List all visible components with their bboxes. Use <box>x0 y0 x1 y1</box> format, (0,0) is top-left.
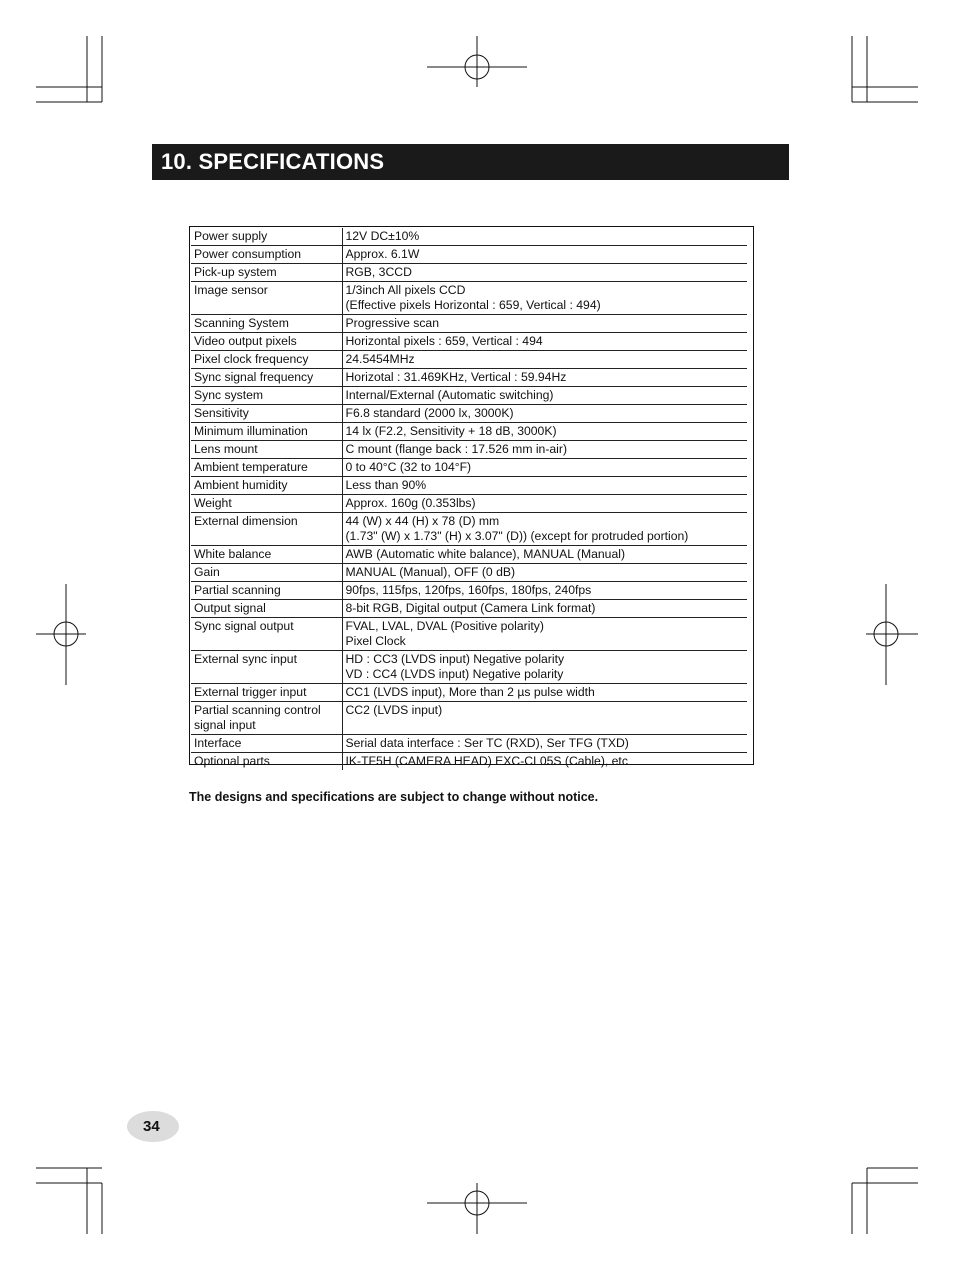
spec-row <box>191 546 747 564</box>
spec-label: Pick-up system <box>191 264 342 282</box>
spec-value <box>342 564 747 582</box>
spec-value <box>342 369 747 387</box>
spec-label: Scanning System <box>191 315 342 333</box>
spec-row <box>191 735 747 753</box>
spec-value-line: RGB, 3CCD <box>345 265 412 279</box>
spec-value <box>342 600 747 618</box>
spec-value-line: 12V DC±10% <box>345 229 420 243</box>
spec-row <box>191 264 747 282</box>
spec-row <box>191 315 747 333</box>
spec-value-line: VD : CC4 (LVDS input) Negative polarity <box>345 667 564 681</box>
spec-label: Video output pixels <box>191 333 342 351</box>
spec-row <box>191 228 747 246</box>
spec-row <box>191 702 747 735</box>
disclaimer-note: The designs and specifications are subject to change without notice. <box>189 790 599 804</box>
spec-value-line: 44 (W) x 44 (H) x 78 (D) mm <box>345 514 500 528</box>
spec-label: Minimum illumination <box>191 423 342 441</box>
spec-value <box>342 735 747 753</box>
spec-row <box>191 246 747 264</box>
spec-value-line: MANUAL (Manual), OFF (0 dB) <box>345 565 516 579</box>
spec-value <box>342 282 747 315</box>
spec-value-line: Serial data interface : Ser TC (RXD), Ser TFG (TXD) <box>345 736 629 750</box>
spec-label: Sync system <box>191 387 342 405</box>
spec-row <box>191 495 747 513</box>
spec-row <box>191 684 747 702</box>
spec-row <box>191 387 747 405</box>
spec-table <box>191 228 747 770</box>
spec-value-line: Horizontal pixels : 659, Vertical : 494 <box>345 334 543 348</box>
spec-table-body <box>191 228 747 770</box>
spec-value-line: 24.5454MHz <box>345 352 415 366</box>
registration-target-top <box>427 36 527 87</box>
spec-row <box>191 405 747 423</box>
registration-target-left <box>36 584 86 685</box>
spec-value <box>342 333 747 351</box>
spec-row <box>191 618 747 651</box>
spec-value-line: IK-TF5H (CAMERA HEAD) EXC-CL05S (Cable), etc <box>345 754 628 768</box>
spec-value <box>342 264 747 282</box>
spec-value-line: HD : CC3 (LVDS input) Negative polarity <box>345 652 565 666</box>
spec-value <box>342 702 747 735</box>
spec-label: Sync signal output <box>191 618 342 651</box>
spec-value-line: CC1 (LVDS input), More than 2 µs pulse width <box>345 685 595 699</box>
spec-value <box>342 618 747 651</box>
spec-value-line: (1.73" (W) x 1.73" (H) x 3.07" (D)) (except for protruded portion) <box>345 529 689 543</box>
spec-label: External trigger input <box>191 684 342 702</box>
spec-value-line: 1/3inch All pixels CCD <box>345 283 466 297</box>
spec-value-line: Approx. 160g (0.353lbs) <box>345 496 476 510</box>
spec-label: Ambient humidity <box>191 477 342 495</box>
spec-value <box>342 546 747 564</box>
spec-label: Weight <box>191 495 342 513</box>
spec-label: Partial scanning <box>191 582 342 600</box>
spec-label: Sync signal frequency <box>191 369 342 387</box>
spec-row <box>191 351 747 369</box>
spec-label: Partial scanning control signal input <box>191 702 342 735</box>
spec-value <box>342 228 747 246</box>
spec-value-line: Less than 90% <box>345 478 427 492</box>
spec-value-line: Approx. 6.1W <box>345 247 420 261</box>
spec-value <box>342 651 747 684</box>
spec-row <box>191 564 747 582</box>
spec-row <box>191 600 747 618</box>
registration-target-right <box>866 584 918 685</box>
spec-value <box>342 582 747 600</box>
spec-value <box>342 477 747 495</box>
spec-label: Sensitivity <box>191 405 342 423</box>
spec-label: Power supply <box>191 228 342 246</box>
registration-target-bottom <box>427 1183 527 1234</box>
spec-value <box>342 684 747 702</box>
spec-row <box>191 513 747 546</box>
spec-label: Lens mount <box>191 441 342 459</box>
spec-value-line: Pixel Clock <box>345 634 406 648</box>
spec-row <box>191 423 747 441</box>
spec-value <box>342 441 747 459</box>
spec-value-line: 14 lx (F2.2, Sensitivity + 18 dB, 3000K) <box>345 424 557 438</box>
section-title-bar <box>152 144 789 180</box>
spec-label: Ambient temperature <box>191 459 342 477</box>
spec-row <box>191 441 747 459</box>
spec-value-line: 8-bit RGB, Digital output (Camera Link format) <box>345 601 596 615</box>
spec-row <box>191 369 747 387</box>
spec-value <box>342 459 747 477</box>
spec-label: Optional parts <box>191 753 342 771</box>
spec-label: Gain <box>191 564 342 582</box>
spec-value-line: AWB (Automatic white balance), MANUAL (Manual) <box>345 547 626 561</box>
spec-label: Interface <box>191 735 342 753</box>
spec-label: Image sensor <box>191 282 342 315</box>
spec-label: White balance <box>191 546 342 564</box>
spec-value <box>342 405 747 423</box>
spec-row <box>191 282 747 315</box>
spec-value-line: Progressive scan <box>345 316 439 330</box>
spec-label: Power consumption <box>191 246 342 264</box>
spec-value-line: CC2 (LVDS input) <box>345 703 443 717</box>
spec-row <box>191 477 747 495</box>
spec-value-line: F6.8 standard (2000 lx, 3000K) <box>345 406 514 420</box>
page-number: 34 <box>143 1118 160 1135</box>
spec-value-line: Internal/External (Automatic switching) <box>345 388 554 402</box>
spec-value <box>342 753 747 771</box>
spec-label: External dimension <box>191 513 342 546</box>
spec-value-line: Horizotal : 31.469KHz, Vertical : 59.94Hz <box>345 370 567 384</box>
spec-value <box>342 513 747 546</box>
spec-row <box>191 459 747 477</box>
spec-value <box>342 423 747 441</box>
spec-label: Pixel clock frequency <box>191 351 342 369</box>
spec-value <box>342 351 747 369</box>
spec-value <box>342 387 747 405</box>
spec-row <box>191 753 747 771</box>
spec-row <box>191 333 747 351</box>
spec-value <box>342 315 747 333</box>
spec-row <box>191 651 747 684</box>
spec-row <box>191 582 747 600</box>
spec-value-line: (Effective pixels Horizontal : 659, Vertical : 494) <box>345 298 601 312</box>
spec-value-line: FVAL, LVAL, DVAL (Positive polarity) <box>345 619 544 633</box>
spec-value-line: 90fps, 115fps, 120fps, 160fps, 180fps, 240fps <box>345 583 592 597</box>
page-title: 10. SPECIFICATIONS <box>161 149 385 174</box>
spec-value-line: 0 to 40°C (32 to 104°F) <box>345 460 472 474</box>
spec-value <box>342 246 747 264</box>
spec-label: External sync input <box>191 651 342 684</box>
spec-value <box>342 495 747 513</box>
spec-value-line: C mount (flange back : 17.526 mm in-air) <box>345 442 567 456</box>
spec-label: Output signal <box>191 600 342 618</box>
